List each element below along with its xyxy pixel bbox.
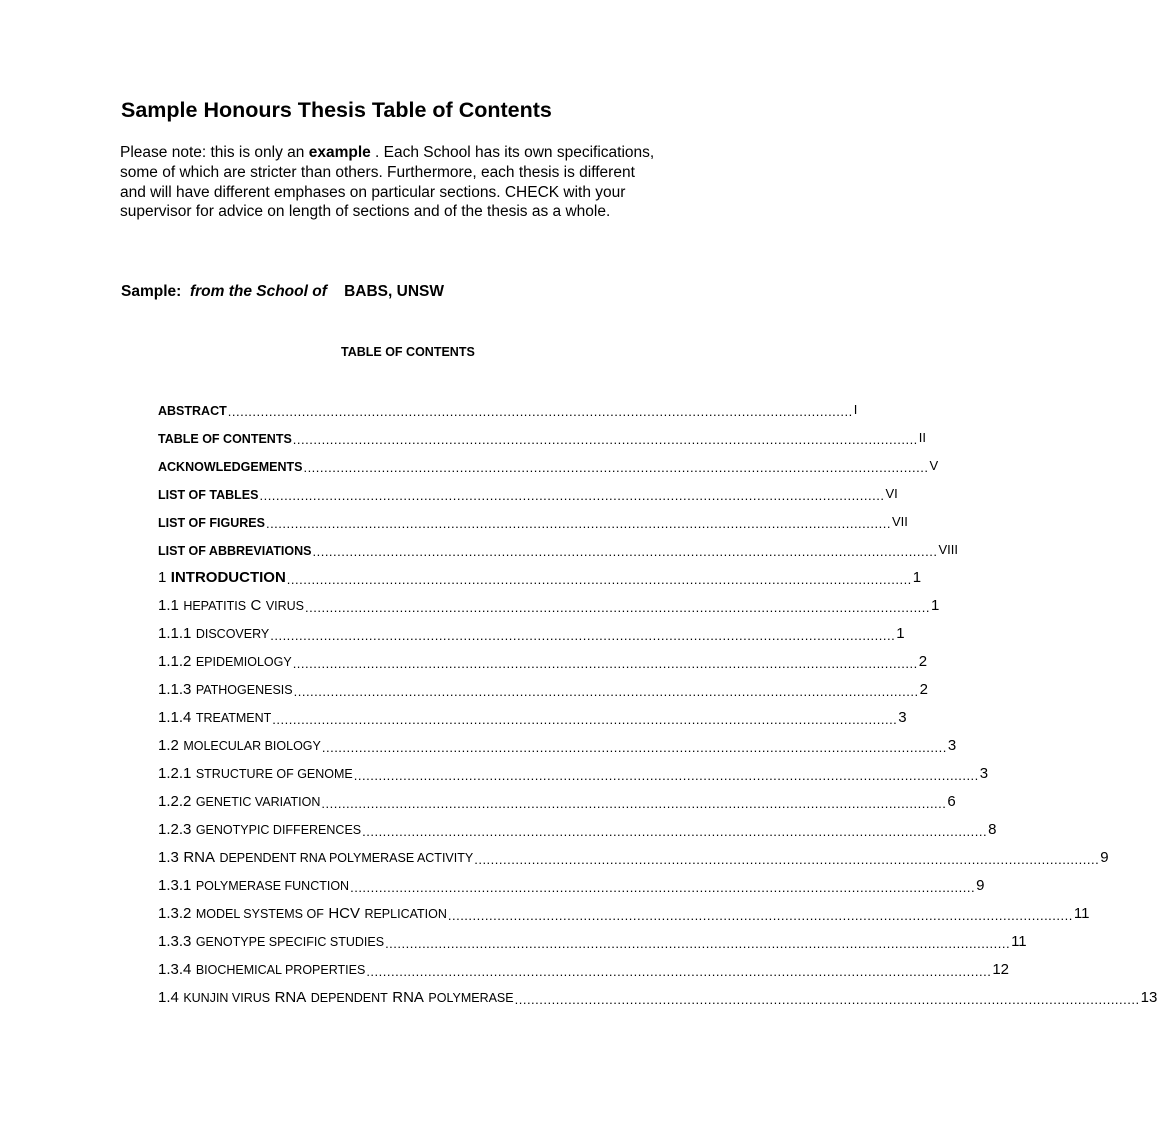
dot-leader: ........................................................................................................................................................ bbox=[272, 712, 898, 727]
dot-leader: ........................................................................................................................................................ bbox=[385, 936, 1011, 951]
section-number: 1.3.2 bbox=[158, 905, 192, 922]
section-title: POLYMERASE FUNCTION bbox=[195, 879, 350, 893]
section-title: GENETIC VARIATION bbox=[195, 795, 321, 809]
section-title-part: HEPATITIS bbox=[183, 599, 247, 613]
section-title: PATHOGENESIS bbox=[195, 683, 293, 697]
toc-entry-polymerase-function bbox=[158, 868, 985, 896]
dot-leader: ........................................................................................................................................................ bbox=[514, 992, 1140, 1007]
toc-entry-page: 2 bbox=[919, 681, 928, 698]
toc-entry-title bbox=[158, 849, 473, 867]
toc-entry-title bbox=[158, 653, 292, 671]
toc-entry-title bbox=[158, 569, 286, 587]
section-title: DISCOVERY bbox=[195, 627, 270, 641]
note-emphasis: example bbox=[308, 144, 371, 161]
section-number: 1.1 bbox=[158, 597, 179, 614]
toc-entry-hepatitis-c-virus bbox=[158, 588, 940, 616]
dot-leader: ........................................................................................................................................................ bbox=[259, 488, 885, 503]
section-title-part: MODEL SYSTEMS OF bbox=[195, 907, 324, 921]
dot-leader: ........................................................................................................................................................ bbox=[447, 908, 1073, 923]
toc-entry-page: 3 bbox=[898, 709, 907, 726]
section-title-part: RNA bbox=[392, 989, 424, 1006]
toc-entry-title bbox=[158, 989, 514, 1007]
toc-entry-page: V bbox=[929, 458, 939, 473]
toc-entry-title bbox=[158, 905, 447, 923]
section-title: TREATMENT bbox=[195, 711, 272, 725]
section-number: 1.1.3 bbox=[158, 681, 192, 698]
section-title: STRUCTURE OF GENOME bbox=[195, 767, 353, 781]
toc-entry-acknowledgements bbox=[158, 448, 939, 476]
section-number: 1.3.1 bbox=[158, 877, 192, 894]
section-title-part: KUNJIN VIRUS bbox=[183, 991, 271, 1005]
toc-entry-treatment bbox=[158, 700, 907, 728]
toc-entry-page: 11 bbox=[1011, 933, 1027, 950]
dot-leader: ........................................................................................................................................................ bbox=[286, 572, 912, 587]
note-text-after: . Each School has its own specifications, some of which are stricter than others. Furthermore, each thesis is different and will have different emphases on particular sections. CHECK with your supervisor for advice on length of sections and of the thesis as a whole. bbox=[120, 144, 655, 221]
toc-entry-page: 6 bbox=[947, 793, 956, 810]
dot-leader: ........................................................................................................................................................ bbox=[292, 432, 918, 447]
toc-entry-title: LIST OF TABLES bbox=[158, 488, 259, 502]
dot-leader: ........................................................................................................................................................ bbox=[321, 740, 947, 755]
toc-entry-page: 11 bbox=[1073, 905, 1090, 922]
toc-entry-list-of-abbreviations bbox=[158, 532, 958, 560]
toc-entry-kunjin-virus-polymerase bbox=[158, 980, 1157, 1008]
toc-entry-page: 9 bbox=[976, 877, 985, 894]
toc-entry-title bbox=[158, 933, 384, 951]
dot-leader: ........................................................................................................................................................ bbox=[303, 460, 929, 475]
section-number: 1.2.2 bbox=[158, 793, 192, 810]
toc-entry-page: 2 bbox=[918, 653, 928, 670]
section-title-part: REPLICATION bbox=[364, 907, 447, 921]
toc-list bbox=[158, 392, 1157, 1008]
dot-leader: ........................................................................................................................................................ bbox=[366, 964, 992, 979]
toc-entry-table-of-contents bbox=[158, 420, 927, 448]
section-number: 1.4 bbox=[158, 989, 179, 1006]
toc-entry-genotypic-differences bbox=[158, 812, 997, 840]
section-number: 1.2.1 bbox=[158, 765, 192, 782]
toc-entry-page: VII bbox=[891, 514, 908, 529]
toc-entry-page: VIII bbox=[938, 542, 958, 557]
toc-entry-title bbox=[158, 821, 361, 839]
dot-leader: ........................................................................................................................................................ bbox=[293, 684, 919, 699]
dot-leader: ........................................................................................................................................................ bbox=[321, 796, 947, 811]
section-title-part: DEPENDENT bbox=[310, 991, 388, 1005]
dot-leader: ........................................................................................................................................................ bbox=[362, 824, 988, 839]
toc-entry-page: I bbox=[853, 402, 858, 417]
section-number: 1.3.4 bbox=[158, 961, 192, 978]
sample-label: Sample: bbox=[121, 283, 182, 300]
toc-entry-page: 1 bbox=[912, 569, 922, 586]
section-title: MOLECULAR BIOLOGY bbox=[183, 739, 321, 753]
dot-leader: ........................................................................................................................................................ bbox=[305, 600, 931, 615]
toc-entry-introduction bbox=[158, 560, 922, 588]
section-title: GENOTYPE SPECIFIC STUDIES bbox=[195, 935, 385, 949]
section-title-part: VIRUS bbox=[265, 599, 305, 613]
section-title-part: DEPENDENT RNA POLYMERASE ACTIVITY bbox=[219, 851, 474, 865]
section-number: 1.1.4 bbox=[158, 709, 192, 726]
dot-leader: ........................................................................................................................................................ bbox=[292, 656, 918, 671]
sample-italic: from the School of bbox=[189, 283, 327, 300]
section-number: 1.1.2 bbox=[158, 653, 192, 670]
toc-entry-model-systems-hcv bbox=[158, 896, 1090, 924]
section-title: BIOCHEMICAL PROPERTIES bbox=[195, 963, 366, 977]
toc-entry-page: 1 bbox=[931, 597, 940, 614]
note-text-before: Please note: this is only an bbox=[120, 144, 309, 161]
section-number: 1.2 bbox=[158, 737, 179, 754]
section-title-part: RNA bbox=[183, 849, 215, 866]
toc-entry-title bbox=[158, 597, 304, 615]
toc-entry-molecular-biology bbox=[158, 728, 957, 756]
section-number: 1.3.3 bbox=[158, 933, 192, 950]
section-title-part: POLYMERASE bbox=[428, 991, 514, 1005]
toc-entry-page: 1 bbox=[896, 625, 905, 642]
section-number: 1 bbox=[158, 569, 167, 586]
toc-entry-genotype-specific-studies bbox=[158, 924, 1027, 952]
page-title: Sample Honours Thesis Table of Contents bbox=[121, 98, 552, 122]
toc-entry-page: VI bbox=[885, 486, 898, 501]
toc-entry-title bbox=[158, 877, 349, 895]
section-title-part: HCV bbox=[328, 905, 360, 922]
sample-school: BABS, UNSW bbox=[344, 283, 444, 300]
toc-entry-title: ACKNOWLEDGEMENTS bbox=[158, 460, 303, 474]
toc-entry-title bbox=[158, 681, 293, 699]
toc-entry-epidemiology bbox=[158, 644, 928, 672]
dot-leader: ........................................................................................................................................................ bbox=[227, 404, 853, 419]
toc-entry-page: 12 bbox=[992, 961, 1009, 978]
toc-entry-page: 3 bbox=[947, 737, 957, 754]
section-title-part: RNA bbox=[274, 989, 307, 1006]
toc-entry-title bbox=[158, 709, 271, 727]
section-title: INTRODUCTION bbox=[170, 569, 286, 586]
toc-entry-list-of-tables bbox=[158, 476, 898, 504]
toc-entry-page: 13 bbox=[1140, 989, 1157, 1006]
toc-entry-title: LIST OF FIGURES bbox=[158, 516, 265, 530]
toc-entry-title bbox=[158, 625, 269, 643]
toc-entry-page: 8 bbox=[988, 821, 997, 838]
toc-entry-title: TABLE OF CONTENTS bbox=[158, 432, 292, 446]
dot-leader: ........................................................................................................................................................ bbox=[353, 768, 979, 783]
section-title: GENOTYPIC DIFFERENCES bbox=[195, 823, 362, 837]
dot-leader: ........................................................................................................................................................ bbox=[270, 628, 896, 643]
toc-entry-abstract bbox=[158, 392, 858, 420]
toc-entry-genetic-variation bbox=[158, 784, 956, 812]
toc-entry-rna-polymerase-activity bbox=[158, 840, 1109, 868]
toc-entry-list-of-figures bbox=[158, 504, 908, 532]
sample-source bbox=[121, 282, 444, 302]
toc-entry-title bbox=[158, 793, 320, 811]
section-title-part: C bbox=[250, 597, 262, 614]
toc-heading: TABLE OF CONTENTS bbox=[341, 345, 475, 359]
toc-entry-page: II bbox=[918, 430, 927, 445]
toc-entry-title: LIST OF ABBREVIATIONS bbox=[158, 544, 312, 558]
disclaimer-note bbox=[120, 143, 660, 222]
toc-entry-title bbox=[158, 961, 365, 979]
toc-entry-page: 9 bbox=[1100, 849, 1109, 866]
dot-leader: ........................................................................................................................................................ bbox=[350, 880, 976, 895]
toc-entry-discovery bbox=[158, 616, 905, 644]
toc-entry-title bbox=[158, 765, 353, 783]
toc-entry-biochemical-properties bbox=[158, 952, 1009, 980]
toc-entry-structure-of-genome bbox=[158, 756, 989, 784]
section-number: 1.1.1 bbox=[158, 625, 192, 642]
section-title: EPIDEMIOLOGY bbox=[195, 655, 292, 669]
dot-leader: ........................................................................................................................................................ bbox=[312, 544, 938, 559]
toc-entry-title: ABSTRACT bbox=[158, 404, 227, 418]
dot-leader: ........................................................................................................................................................ bbox=[474, 852, 1100, 867]
toc-entry-page: 3 bbox=[979, 765, 989, 782]
section-number: 1.2.3 bbox=[158, 821, 192, 838]
toc-entry-pathogenesis bbox=[158, 672, 928, 700]
section-number: 1.3 bbox=[158, 849, 179, 866]
dot-leader: ........................................................................................................................................................ bbox=[265, 516, 891, 531]
toc-entry-title bbox=[158, 737, 321, 755]
